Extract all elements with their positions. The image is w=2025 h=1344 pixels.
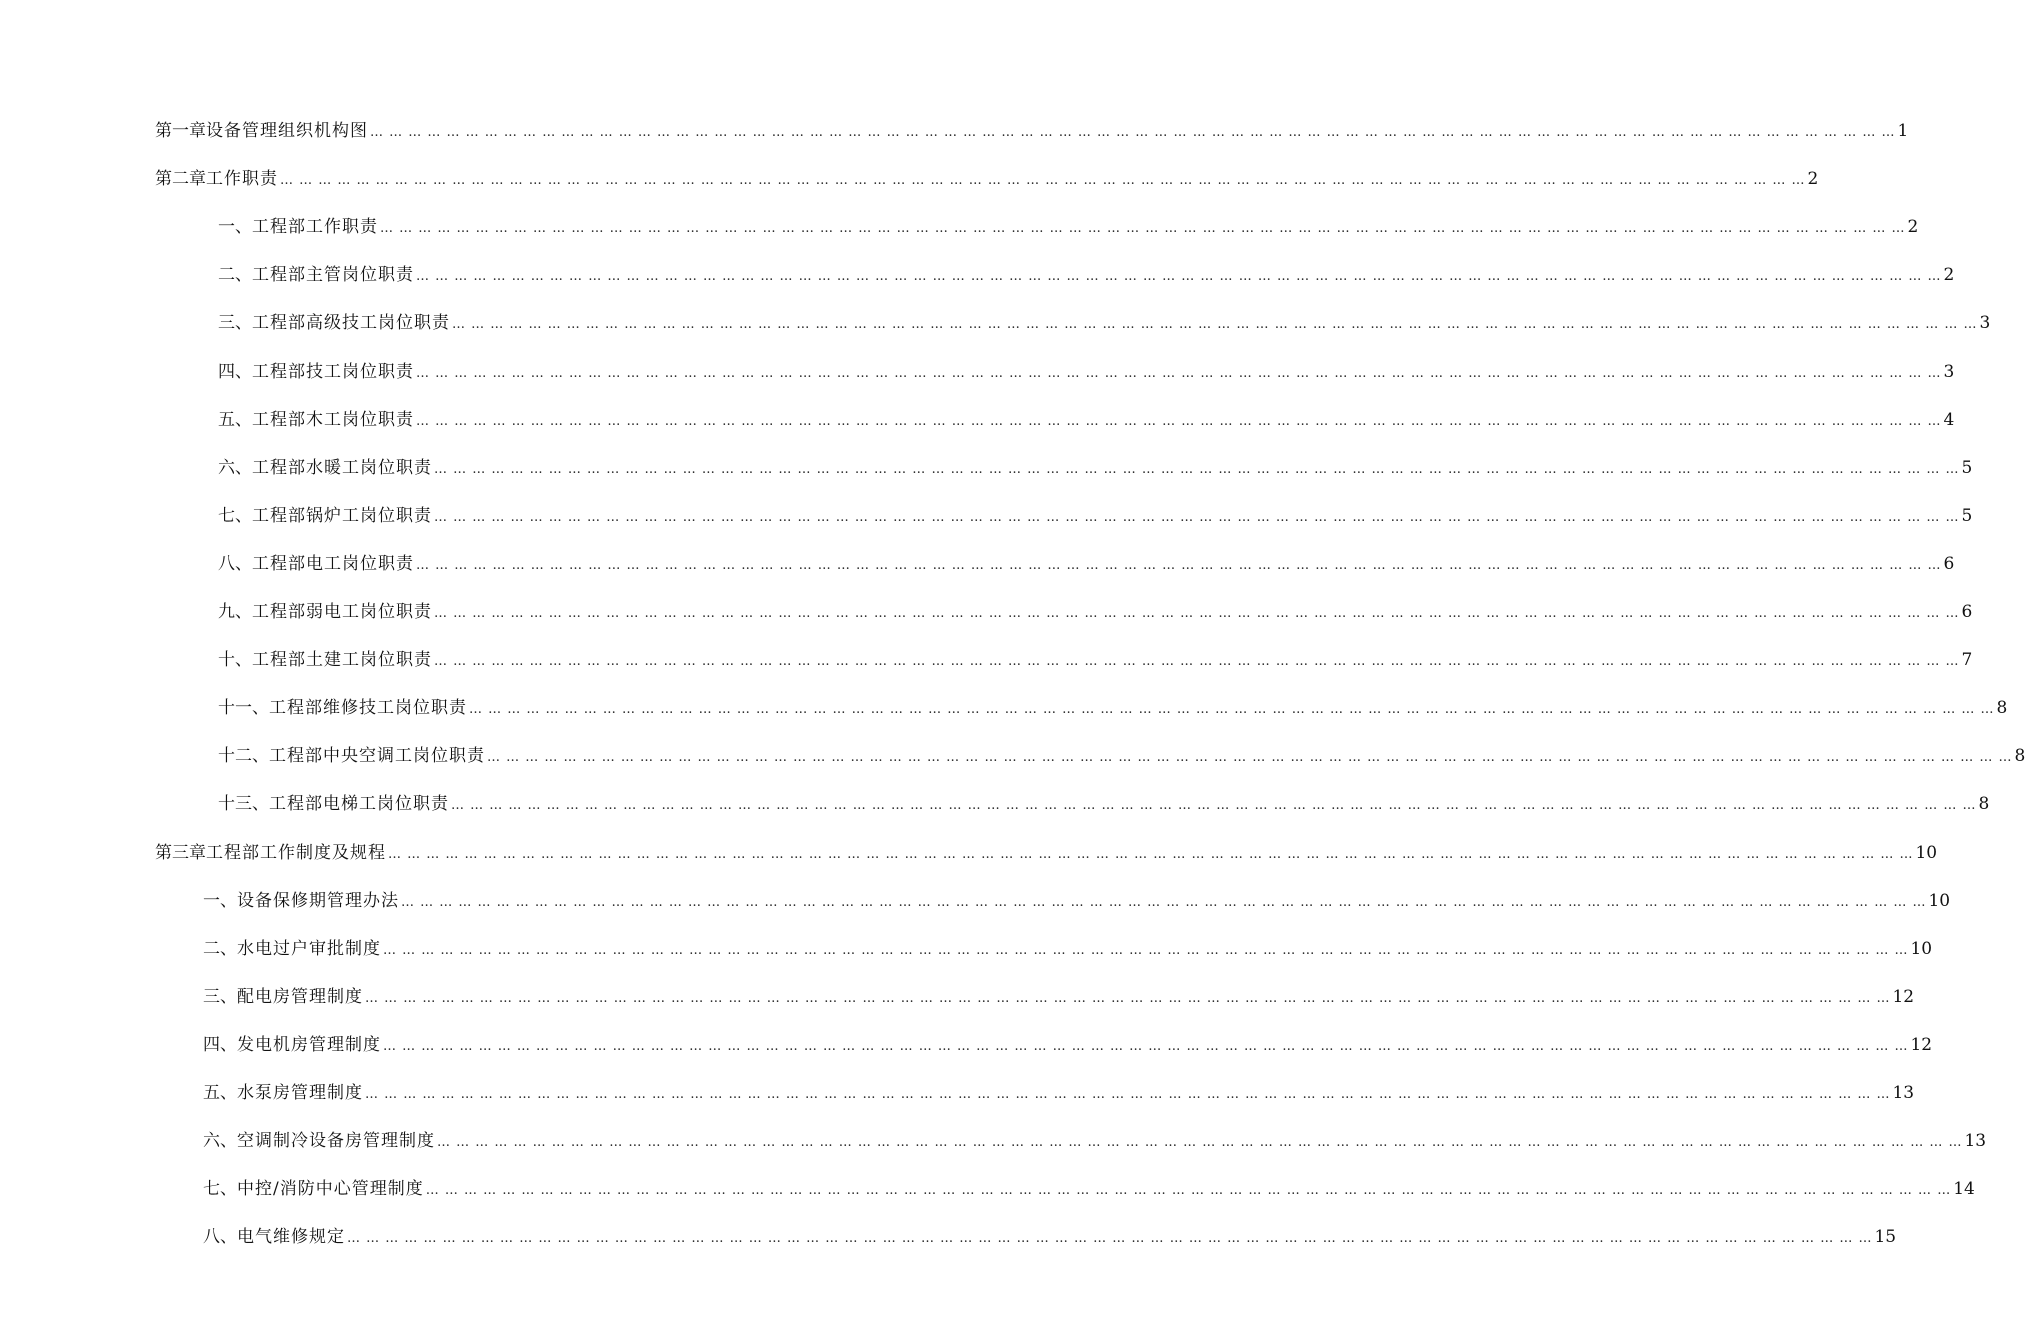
toc-dot-leader: … … … … … … … … … … … … … … … … … … … … … … … … … … … … … … … … … … … … … … … … … … … … … … … … … … … … … … … … … … … … … … … … … … … … … … … … … … … … … … … … — [452, 317, 1978, 332]
toc-entry-page: 12 — [1892, 987, 1915, 1007]
toc-entry[interactable] — [203, 888, 1951, 914]
toc-entry-number: 九、 — [218, 602, 252, 622]
toc-entry-title: 配电房管理制度 — [237, 987, 363, 1007]
toc-dot-leader: … … … … … … … … … … … … … … … … … … … … … … … … … … … … … … … … … … … … … … … … … … … … … … … … … … … … … … … … … … … … … … … … … … … … … … … … … … … … … … … … — [383, 1039, 1909, 1054]
toc-entry-number: 八、 — [203, 1227, 237, 1247]
toc-entry[interactable] — [203, 1128, 1987, 1154]
toc-entry-number: 六、 — [218, 458, 252, 478]
toc-dot-leader: … … … … … … … … … … … … … … … … … … … … … … … … … … … … … … … … … … … … … … … … … … … … … … … … … … … … … … … … … … … … … … … … … … … … … … … … … … … … … … … … — [451, 798, 1977, 813]
toc-entry-number: 第二章 — [155, 169, 206, 189]
toc-dot-leader: … … … … … … … … … … … … … … … … … … … … … … … … … … … … … … … … … … … … … … … … … … … … … … … … … … … … … … … … … … … … … … … … … … … … … … … … … … … … … … … … — [416, 269, 1942, 284]
toc-entry[interactable] — [155, 166, 1819, 192]
toc-entry-title: 工程部工作制度及规程 — [206, 843, 386, 863]
toc-entry-title: 工程部木工岗位职责 — [252, 410, 414, 430]
toc-dot-leader: … … … … … … … … … … … … … … … … … … … … … … … … … … … … … … … … … … … … … … … … … … … … … … … … … … … … … … … … … … … … … … … … … … … … … … … … … … … … … … … … — [469, 702, 1995, 717]
toc-entry-title: 设备保修期管理办法 — [237, 891, 399, 911]
toc-entry-title: 设备管理组织机构图 — [206, 121, 368, 141]
toc-entry-number: 一、 — [203, 891, 237, 911]
toc-entry-number: 四、 — [218, 362, 252, 382]
toc-entry-number: 二、 — [203, 939, 237, 959]
toc-entry[interactable] — [155, 840, 1938, 866]
toc-dot-leader: … … … … … … … … … … … … … … … … … … … … … … … … … … … … … … … … … … … … … … … … … … … … … … … … … … … … … … … … … … … … … … … … … … … … … … … … … … … … … … … … — [425, 1183, 1952, 1198]
toc-dot-leader: … … … … … … … … … … … … … … … … … … … … … … … … … … … … … … … … … … … … … … … … … … … … … … … … … … … … … … … … … … … … … … … … … … … … … … … … … … … … … … … … — [416, 366, 1942, 381]
toc-entry-number: 七、 — [218, 506, 252, 526]
toc-entry-page: 7 — [1961, 650, 1973, 670]
toc-entry[interactable] — [218, 262, 1955, 288]
toc-entry[interactable] — [203, 936, 1933, 962]
toc-entry-title: 工程部锅炉工岗位职责 — [252, 506, 432, 526]
toc-entry[interactable] — [218, 551, 1955, 577]
toc-entry-title: 工程部中央空调工岗位职责 — [269, 746, 485, 766]
toc-dot-leader: … … … … … … … … … … … … … … … … … … … … … … … … … … … … … … … … … … … … … … … … … … … … … … … … … … … … … … … … … … … … … … … … … … … … … … … … … … … … … … … … — [383, 943, 1909, 958]
toc-entry[interactable] — [218, 791, 1990, 817]
toc-dot-leader: … … … … … … … … … … … … … … … … … … … … … … … … … … … … … … … … … … … … … … … … … … … … … … … … … … … … … … … … … … … … … … … … … … … … … … … … … … … … … … … … — [370, 125, 1896, 140]
toc-entry-page: 3 — [1943, 362, 1955, 382]
toc-entry[interactable] — [218, 214, 1919, 240]
toc-entry-title: 工程部主管岗位职责 — [252, 265, 414, 285]
toc-entry-number: 五、 — [218, 410, 252, 430]
toc-entry-number: 四、 — [203, 1035, 237, 1055]
toc-entry-page: 8 — [2014, 746, 2025, 766]
toc-entry-page: 2 — [1807, 169, 1819, 189]
toc-entry-title: 工程部维修技工岗位职责 — [269, 698, 467, 718]
toc-entry-title: 工程部工作职责 — [252, 217, 378, 237]
toc-dot-leader: … … … … … … … … … … … … … … … … … … … … … … … … … … … … … … … … … … … … … … … … … … … … … … … … … … … … … … … … … … … … … … … … … … … … … … … … … … … … … … … … — [365, 1087, 1891, 1102]
toc-entry-title: 工程部土建工岗位职责 — [252, 650, 432, 670]
toc-entry[interactable] — [218, 407, 1955, 433]
toc-entry-title: 中控/消防中心管理制度 — [237, 1179, 424, 1199]
toc-dot-leader: … … … … … … … … … … … … … … … … … … … … … … … … … … … … … … … … … … … … … … … … … … … … … … … … … … … … … … … … … … … … … … … … … … … … … … … … … … … … … … … … — [280, 173, 1806, 188]
toc-dot-leader: … … … … … … … … … … … … … … … … … … … … … … … … … … … … … … … … … … … … … … … … … … … … … … … … … … … … … … … … … … … … … … … … … … … … … … … … … … … … … … … … — [401, 895, 1927, 910]
toc-entry-page: 8 — [1978, 794, 1990, 814]
toc-entry-number: 八、 — [218, 554, 252, 574]
toc-dot-leader: … … … … … … … … … … … … … … … … … … … … … … … … … … … … … … … … … … … … … … … … … … … … … … … … … … … … … … … … … … … … … … … … … … … … … … … … … … … … … … … … — [380, 221, 1906, 236]
toc-entry-title: 工程部高级技工岗位职责 — [252, 313, 450, 333]
toc-entry-number: 五、 — [203, 1083, 237, 1103]
toc-entry-title: 水电过户审批制度 — [237, 939, 381, 959]
toc-entry-number: 第三章 — [155, 843, 206, 863]
toc-entry-number: 十二、 — [218, 746, 269, 766]
toc-dot-leader: … … … … … … … … … … … … … … … … … … … … … … … … … … … … … … … … … … … … … … … … … … … … … … … … … … … … … … … … … … … … … … … … … … … … … … … … … … … … … … … … — [416, 558, 1942, 573]
toc-entry-number: 三、 — [218, 313, 252, 333]
toc-dot-leader: … … … … … … … … … … … … … … … … … … … … … … … … … … … … … … … … … … … … … … … … … … … … … … … … … … … … … … … … … … … … … … … … … … … … … … … … … … … … … … … … — [434, 510, 1960, 525]
toc-entry-page: 10 — [1910, 939, 1933, 959]
toc-entry[interactable] — [218, 359, 1955, 385]
toc-entry-title: 发电机房管理制度 — [237, 1035, 381, 1055]
toc-entry-number: 七、 — [203, 1179, 237, 1199]
toc-entry-number: 十、 — [218, 650, 252, 670]
toc-entry-number: 第一章 — [155, 121, 206, 141]
toc-entry-page: 5 — [1961, 458, 1973, 478]
toc-dot-leader: … … … … … … … … … … … … … … … … … … … … … … … … … … … … … … … … … … … … … … … … … … … … … … … … … … … … … … … … … … … … … … … … … … … … … … … … … … … … … … … … — [365, 991, 1891, 1006]
toc-entry[interactable] — [203, 984, 1915, 1010]
toc-entry-title: 电气维修规定 — [237, 1227, 345, 1247]
toc-entry-page: 6 — [1943, 554, 1955, 574]
toc-entry[interactable] — [203, 1224, 1897, 1250]
toc-dot-leader: … … … … … … … … … … … … … … … … … … … … … … … … … … … … … … … … … … … … … … … … … … … … … … … … … … … … … … … … … … … … … … … … … … … … … … … … … … … … … … … … — [347, 1231, 1873, 1246]
toc-entry-title: 水泵房管理制度 — [237, 1083, 363, 1103]
toc-entry-page: 10 — [1915, 843, 1938, 863]
toc-entry[interactable] — [218, 695, 2008, 721]
toc-entry-page: 10 — [1928, 891, 1951, 911]
toc-entry[interactable] — [218, 503, 1973, 529]
toc-entry[interactable] — [203, 1176, 1975, 1202]
toc-entry-page: 5 — [1961, 506, 1973, 526]
toc-dot-leader: … … … … … … … … … … … … … … … … … … … … … … … … … … … … … … … … … … … … … … … … … … … … … … … … … … … … … … … … … … … … … … … … … … … … … … … … … … … … … … … … — [434, 462, 1960, 477]
toc-dot-leader: … … … … … … … … … … … … … … … … … … … … … … … … … … … … … … … … … … … … … … … … … … … … … … … … … … … … … … … … … … … … … … … … … … … … … … … … … … … … … … … … — [437, 1135, 1963, 1150]
toc-entry[interactable] — [218, 455, 1973, 481]
toc-entry-number: 一、 — [218, 217, 252, 237]
toc-dot-leader: … … … … … … … … … … … … … … … … … … … … … … … … … … … … … … … … … … … … … … … … … … … … … … … … … … … … … … … … … … … … … … … … … … … … … … … … … … … … … … … … — [388, 847, 1914, 862]
toc-entry-title: 工作职责 — [206, 169, 278, 189]
toc-dot-leader: … … … … … … … … … … … … … … … … … … … … … … … … … … … … … … … … … … … … … … … … … … … … … … … … … … … … … … … … … … … … … … … … … … … … … … … … … … … … … … … … — [434, 654, 1960, 669]
toc-entry-page: 8 — [1996, 698, 2008, 718]
toc-entry-title: 空调制冷设备房管理制度 — [237, 1131, 435, 1151]
toc-entry-number: 三、 — [203, 987, 237, 1007]
toc-entry[interactable] — [218, 743, 2025, 769]
toc-entry-page: 13 — [1964, 1131, 1987, 1151]
toc-entry-number: 十一、 — [218, 698, 269, 718]
toc-entry-page: 4 — [1943, 410, 1955, 430]
toc-entry-page: 2 — [1907, 217, 1919, 237]
toc-entry-page: 13 — [1892, 1083, 1915, 1103]
toc-entry-page: 14 — [1953, 1179, 1975, 1199]
toc-dot-leader: … … … … … … … … … … … … … … … … … … … … … … … … … … … … … … … … … … … … … … … … … … … … … … … … … … … … … … … … … … … … … … … … … … … … … … … … … … … … … … … … — [434, 606, 1960, 621]
toc-entry-page: 6 — [1961, 602, 1973, 622]
toc-entry[interactable] — [218, 310, 1991, 336]
toc-entry[interactable] — [203, 1080, 1915, 1106]
toc-entry-page: 15 — [1874, 1227, 1897, 1247]
toc-entry[interactable] — [218, 599, 1973, 625]
toc-entry-number: 十三、 — [218, 794, 269, 814]
toc-entry-page: 3 — [1979, 313, 1991, 333]
toc-entry-number: 二、 — [218, 265, 252, 285]
toc-dot-leader: … … … … … … … … … … … … … … … … … … … … … … … … … … … … … … … … … … … … … … … … … … … … … … … … … … … … … … … … … … … … … … … … … … … … … … … … … … … … … … … … — [416, 414, 1942, 429]
toc-entry-page: 12 — [1910, 1035, 1933, 1055]
toc-dot-leader: … … … … … … … … … … … … … … … … … … … … … … … … … … … … … … … … … … … … … … … … … … … … … … … … … … … … … … … … … … … … … … … … … … … … … … … … … … … … … … … … — [487, 750, 2013, 765]
toc-entry-number: 六、 — [203, 1131, 237, 1151]
toc-entry-title: 工程部水暖工岗位职责 — [252, 458, 432, 478]
toc-entry[interactable] — [203, 1032, 1933, 1058]
toc-entry[interactable] — [155, 118, 1909, 144]
toc-entry-title: 工程部弱电工岗位职责 — [252, 602, 432, 622]
toc-entry-title: 工程部电梯工岗位职责 — [269, 794, 449, 814]
toc-entry[interactable] — [218, 647, 1973, 673]
toc-entry-page: 2 — [1943, 265, 1955, 285]
toc-entry-title: 工程部电工岗位职责 — [252, 554, 414, 574]
toc-entry-title: 工程部技工岗位职责 — [252, 362, 414, 382]
toc-entry-page: 1 — [1897, 121, 1909, 141]
